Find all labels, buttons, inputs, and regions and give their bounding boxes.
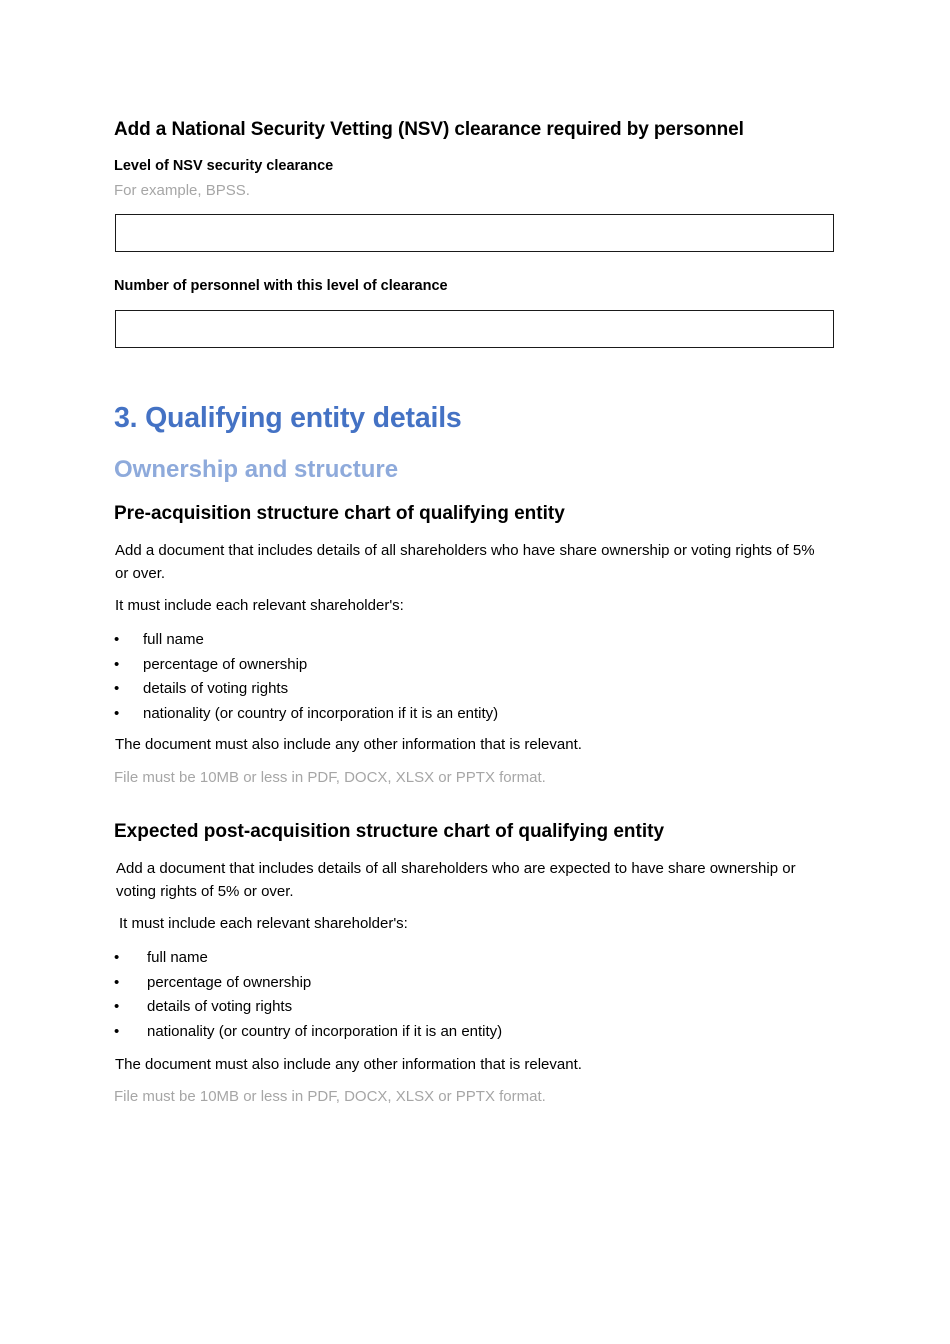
pre-acquisition-must-include: It must include each relevant shareholder's: bbox=[115, 597, 404, 614]
bullet-icon: • bbox=[114, 655, 120, 673]
bullet-icon: • bbox=[114, 680, 120, 698]
nsv-count-label: Number of personnel with this level of clearance bbox=[114, 278, 448, 294]
bullet-icon: • bbox=[114, 949, 120, 966]
pre-acquisition-other-info: The document must also include any other information that is relevant. bbox=[115, 736, 582, 753]
pre-acquisition-intro: Add a document that includes details of all shareholders who have share ownership or voting rights of 5% or over. bbox=[115, 542, 815, 582]
post-acquisition-file-hint: File must be 10MB or less in PDF, DOCX, XLSX or PPTX format. bbox=[114, 1088, 546, 1105]
bullet-icon: • bbox=[114, 705, 120, 723]
nsv-count-input[interactable] bbox=[115, 310, 834, 348]
section-title: 3. Qualifying entity details bbox=[114, 402, 462, 434]
nsv-level-label: Level of NSV security clearance bbox=[114, 158, 334, 174]
post-acquisition-must-include: It must include each relevant shareholder's: bbox=[119, 915, 408, 932]
bullet-icon: • bbox=[114, 631, 120, 648]
nsv-heading: Add a National Security Vetting (NSV) clearance required by personnel bbox=[114, 119, 744, 140]
post-acquisition-other-info: The document must also include any other information that is relevant. bbox=[115, 1056, 582, 1073]
nsv-level-hint: For example, BPSS. bbox=[114, 182, 250, 199]
bullet-icon: • bbox=[114, 1023, 120, 1041]
pre-acquisition-heading: Pre-acquisition structure chart of qualifying entity bbox=[114, 503, 565, 524]
pre-acquisition-file-hint: File must be 10MB or less in PDF, DOCX, XLSX or PPTX format. bbox=[114, 769, 546, 786]
post-acquisition-intro: Add a document that includes details of all shareholders who are expected to have share ownership or voting rights of 5% or over. bbox=[116, 860, 796, 900]
bullet-icon: • bbox=[114, 973, 120, 991]
nsv-level-input[interactable] bbox=[115, 214, 834, 252]
bullet-icon: • bbox=[114, 998, 120, 1016]
section-subtitle: Ownership and structure bbox=[114, 456, 399, 483]
post-acquisition-heading: Expected post-acquisition structure chart of qualifying entity bbox=[114, 821, 665, 842]
